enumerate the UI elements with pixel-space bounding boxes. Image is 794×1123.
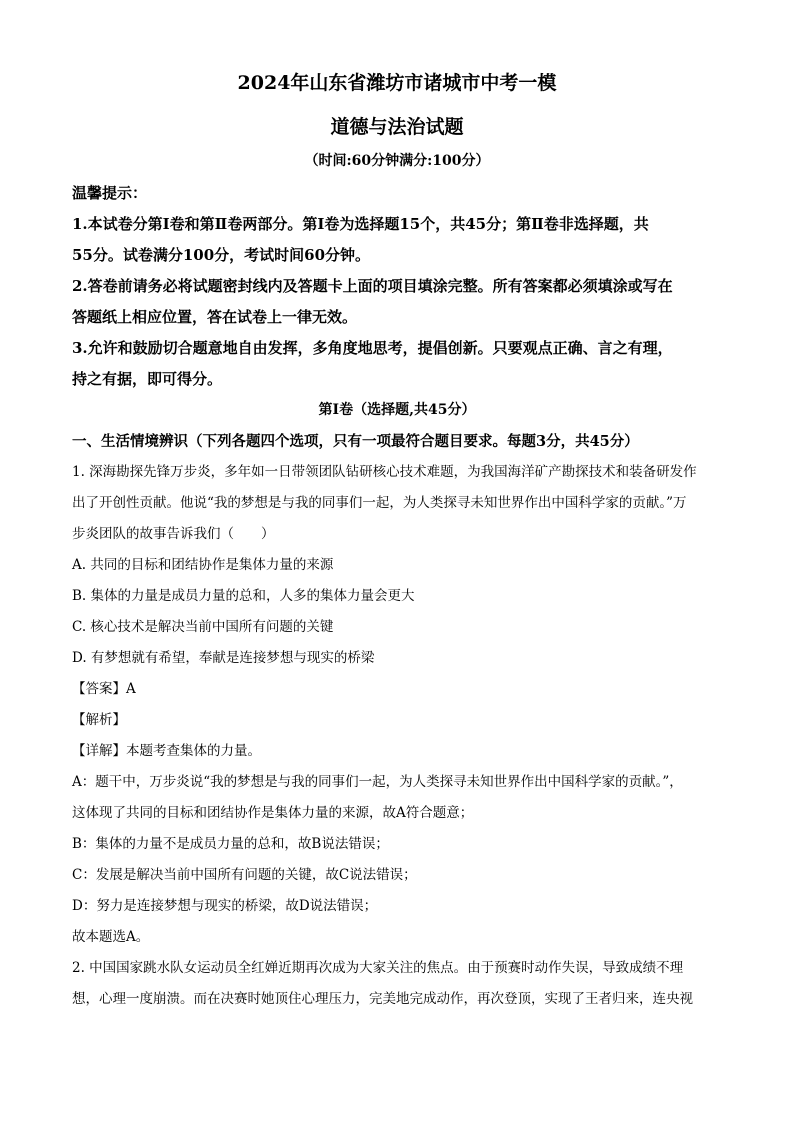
question-1-explain-b: B：集体的力量不是成员力量的总和，故B说法错误； (72, 836, 389, 852)
question-1-answer: 【答案】A (72, 681, 136, 697)
question-1-conclusion: 故本题选A。 (72, 929, 150, 945)
subject-title: 道德与法治试题 (330, 116, 464, 138)
tip-3-line-2: 持之有据，即可得分。 (72, 370, 223, 388)
tip-1-line-1: 1.本试卷分第Ⅰ卷和第Ⅱ卷两部分。第Ⅰ卷为选择题15个，共45分；第Ⅱ卷非选择题，共 (72, 215, 649, 233)
exam-title: 2024年山东省潍坊市诸城市中考一模 (237, 72, 557, 94)
question-2 (72, 953, 722, 1015)
question-2-stem-line-1: 2. 中国国家跳水队女运动员全红婵近期再次成为大家关注的焦点。由于预赛时动作失误，导致成绩不理 (72, 960, 684, 976)
question-1-analysis-label: 【解析】 (72, 712, 126, 728)
section-heading: 第Ⅰ卷（选择题,共45分） (318, 402, 476, 418)
question-1-detail: 【详解】本题考查集体的力量。 (72, 743, 261, 759)
question-1-option-d: D. 有梦想就有希望，奉献是连接梦想与现实的桥梁 (72, 650, 375, 666)
tip-2-line-1: 2.答卷前请务必将试题密封线内及答题卡上面的项目填涂完整。所有答案都必须填涂或写在 (72, 277, 673, 295)
question-1 (72, 457, 722, 953)
question-1-stem-line-2: 出了开创性贡献。他说“我的梦想是与我的同事们一起，为人类探寻未知世界作出中国科学家的贡献。”万 (72, 495, 687, 511)
tip-2-line-2: 答题纸上相应位置，答在试卷上一律无效。 (72, 308, 358, 326)
question-1-stem-line-1: 1. 深海勘探先锋万步炎，多年如一日带领团队钻研核心技术难题，为我国海洋矿产勘探技术和装备研发作 (72, 464, 697, 480)
exam-time-info: （时间:60分钟满分:100分） (304, 153, 490, 169)
tips-heading: 温馨提示： (72, 184, 148, 202)
question-1-explain-a-line-1: A：题干中，万步炎说“我的梦想是与我的同事们一起，为人类探寻未知世界作出中国科学家的贡献。”， (72, 774, 683, 790)
question-1-option-b: B. 集体的力量是成员力量的总和，人多的集体力量会更大 (72, 588, 415, 604)
question-2-stem-line-2: 想，心理一度崩溃。而在决赛时她顶住心理压力，完美地完成动作，再次登顶，实现了王者归来，连央视 (72, 991, 693, 1007)
question-1-stem-line-3: 步炎团队的故事告诉我们（ ） (72, 526, 275, 542)
question-1-explain-c: C：发展是解决当前中国所有问题的关键，故C说法错误； (72, 867, 417, 883)
tip-3-line-1: 3.允许和鼓励切合题意地自由发挥，多角度地思考，提倡创新。只要观点正确、言之有理， (72, 339, 673, 357)
question-1-option-a: A. 共同的目标和团结协作是集体力量的来源 (72, 557, 334, 573)
tips-block (72, 178, 722, 395)
question-1-explain-a-line-2: 这体现了共同的目标和团结协作是集体力量的来源，故A符合题意； (72, 805, 474, 821)
part-title: 一、生活情境辨识（下列各题四个选项，只有一项最符合题目要求。每题3分，共45分） (72, 433, 639, 450)
tip-1-line-2: 55分。试卷满分100分，考试时间60分钟。 (72, 246, 371, 264)
question-1-option-c: C. 核心技术是解决当前中国所有问题的关键 (72, 619, 334, 635)
question-1-explain-d: D：努力是连接梦想与现实的桥梁，故D说法错误； (72, 898, 378, 914)
